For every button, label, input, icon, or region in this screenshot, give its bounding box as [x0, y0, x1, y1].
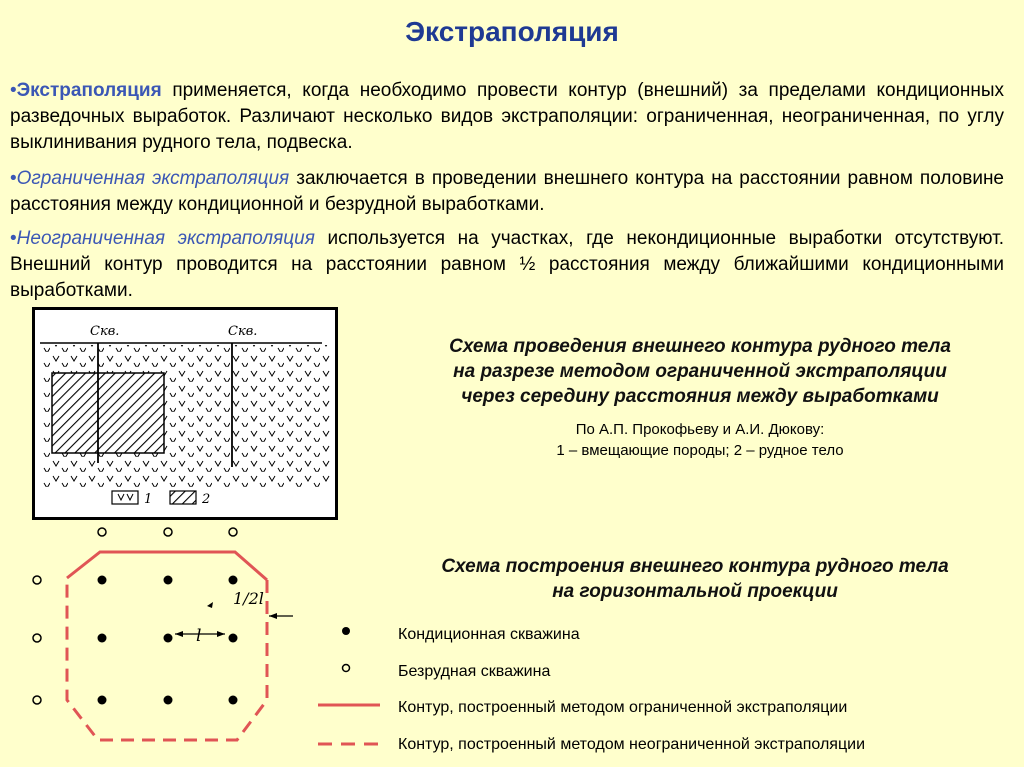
conditional-well [229, 576, 238, 585]
legend-symbol-dashed-line [316, 739, 382, 749]
legend-unlimited-contour: Контур, построенный методом неограниченной экстраполяции [398, 736, 865, 753]
caption-line: Схема проведения внешнего контура рудного тела [449, 336, 951, 357]
barren-well [164, 528, 172, 536]
barren-well [229, 528, 237, 536]
legend-limited-contour: Контур, построенный методом ограниченной экстраполяции [398, 699, 848, 716]
plan-diagram [25, 518, 315, 767]
label-l: l [196, 626, 202, 646]
paragraph-limited [10, 166, 1004, 218]
caption-line: на разрезе методом ограниченной экстраполяции [453, 361, 947, 382]
paragraph-text: используется на участках, где некондиционные выработки отсутствуют. Внешний контур проводится на расстоянии равном ½ расстояния между ближайшими кондиционными выработками. [10, 228, 1004, 301]
term-limited-extrapolation: Ограниченная экстраполяция [16, 168, 290, 189]
caption-source-line: 1 – вмещающие породы; 2 – рудное тело [556, 442, 844, 459]
well-label-1: Скв. [90, 324, 120, 339]
well-label-2: Скв. [228, 324, 258, 339]
barren-well [98, 528, 106, 536]
conditional-well [98, 696, 107, 705]
ore-body-hatch [52, 373, 164, 453]
caption-line: на горизонтальной проекции [552, 581, 838, 602]
term-extrapolation: Экстраполяция [16, 80, 162, 101]
section-diagram [32, 307, 338, 520]
legend-box-ore [170, 491, 196, 504]
legend-symbol-barren [338, 660, 354, 676]
barren-well [33, 576, 41, 584]
legend-conditional-well: Кондиционная скважина [398, 626, 580, 643]
paragraph-unlimited [10, 226, 1004, 304]
barren-well [33, 634, 41, 642]
paragraph-text: применяется, когда необходимо провести контур (внешний) за пределами кондиционных разведочных выработок. Различают несколько видов экстраполяции: ограниченная, неограниченная, по углу выклинивания рудного тела, подвеска. [10, 80, 1004, 153]
label-half-l: 1/2l [233, 589, 264, 608]
conditional-well [98, 576, 107, 585]
legend-barren-well: Безрудная скважина [398, 663, 551, 680]
paragraph-text: заключается в проведении внешнего контура на расстоянии равном половине расстояния между кондиционной и безрудной выработками. [10, 168, 1005, 215]
barren-well [33, 696, 41, 704]
section-caption [380, 334, 1020, 409]
paragraph-extrapolation [10, 78, 1004, 156]
legend-num-1: 1 [144, 492, 153, 507]
conditional-well [98, 634, 107, 643]
bullet: • [10, 168, 17, 189]
conditional-well [164, 696, 173, 705]
conditional-well [164, 576, 173, 585]
section-caption-source [380, 419, 1020, 461]
caption-line: Схема построения внешнего контура рудного тела [441, 556, 949, 577]
conditional-well [164, 634, 173, 643]
legend-num-2: 2 [202, 492, 211, 507]
term-unlimited-extrapolation: Неограниченная экстраполяция [16, 228, 315, 249]
caption-line: через середину расстояния между выработками [461, 386, 939, 407]
conditional-well [229, 696, 238, 705]
plan-caption [380, 554, 1010, 604]
legend-symbol-conditional [338, 623, 354, 639]
legend-box-host-rock [112, 491, 138, 504]
bullet: • [10, 228, 17, 249]
bullet: • [10, 80, 17, 101]
page-title: Экстраполяция [405, 16, 619, 47]
conditional-well [229, 634, 238, 643]
legend-symbol-solid-line [316, 700, 382, 710]
caption-source-line: По А.П. Прокофьеву и А.И. Дюкову: [575, 421, 825, 438]
